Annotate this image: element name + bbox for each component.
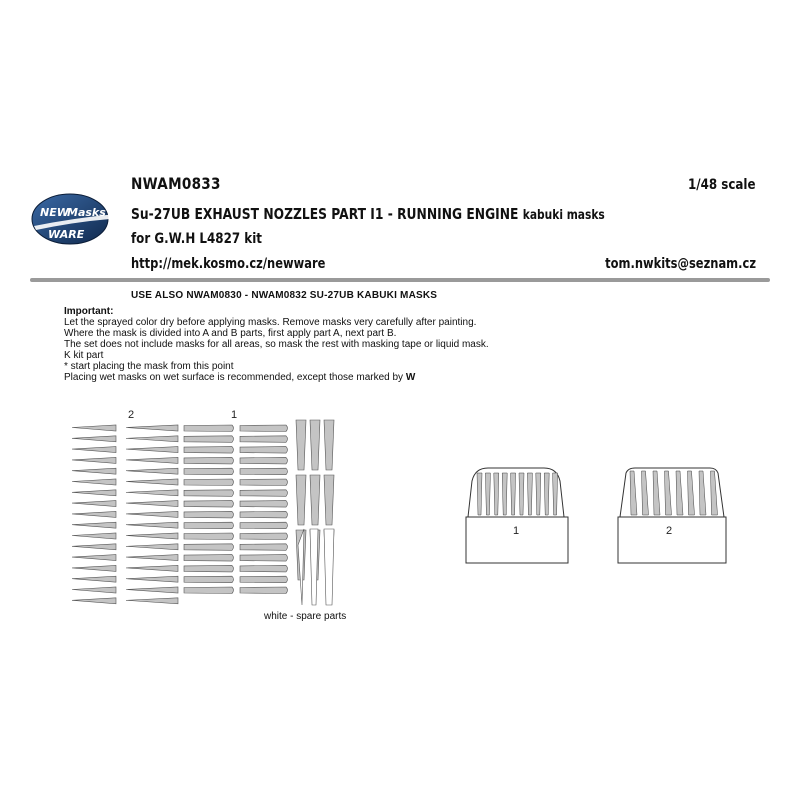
- website-link[interactable]: http://mek.kosmo.cz/newware: [131, 256, 326, 272]
- new-ware-logo: [30, 192, 118, 246]
- header-divider: [30, 278, 770, 282]
- mask-strip-taper: [72, 533, 116, 539]
- mask-strip-taper: [72, 522, 116, 528]
- spare-mask-piece: [324, 529, 334, 605]
- mask-strip-bar: [240, 479, 288, 486]
- nozzle-diagrams: [450, 455, 740, 575]
- mask-strip-taper: [126, 425, 178, 431]
- logo-text-masks: Masks: [67, 206, 106, 219]
- instruction-line: Let the sprayed color dry before applying masks. Remove masks very carefully after painting.: [64, 317, 477, 328]
- mask-vertical-strips: [296, 420, 334, 605]
- instruction-line: The set does not include masks for all areas, so mask the rest with masking tape or liquid mask.: [64, 339, 489, 350]
- mask-strip-vertical: [310, 475, 320, 525]
- mask-strip-taper: [72, 555, 116, 561]
- mask-strip-bar: [184, 425, 234, 432]
- mask-strip-bar: [240, 447, 288, 454]
- instructions-block: [64, 306, 489, 383]
- also-use-note: USE ALSO NWAM0830 - NWAM0832 SU-27UB KABUKI MASKS: [131, 290, 438, 301]
- instruction-line: Where the mask is divided into A and B parts, first apply part A, next part B.: [64, 328, 397, 339]
- nozzle-petal: [485, 473, 490, 515]
- mask-strip-bar: [240, 490, 288, 497]
- mask-strip-vertical: [324, 475, 334, 525]
- nozzle-petal: [511, 473, 516, 515]
- nozzle-petal: [502, 473, 507, 515]
- mask-strip-taper: [126, 587, 178, 593]
- scale-label: 1/48 scale: [688, 177, 756, 193]
- mask-strip-taper: [126, 598, 178, 604]
- logo-text-ware: WARE: [48, 228, 85, 241]
- mask-strip-taper: [126, 576, 178, 582]
- mask-strip-bar: [184, 468, 234, 475]
- mask-strip-bar: [184, 533, 234, 540]
- instruction-wet-text: Placing wet masks on wet surface is recommended, except those marked by: [64, 372, 404, 383]
- mask-strip-bar: [240, 522, 288, 529]
- mask-strip-bar: [184, 490, 234, 497]
- mask-strip-bar: [184, 522, 234, 529]
- spare-mask-piece: [310, 529, 318, 605]
- nozzle-diagram-2: [618, 468, 726, 563]
- mask-strip-taper: [126, 511, 178, 517]
- mask-strip-bar: [240, 511, 288, 518]
- nozzle-label-2: 2: [666, 525, 673, 537]
- mask-strip-taper: [72, 511, 116, 517]
- instructions-heading: Important:: [64, 306, 114, 317]
- mask-strip-taper: [126, 457, 178, 463]
- mask-strip-taper: [126, 555, 178, 561]
- nozzle-petal: [519, 473, 524, 515]
- wet-mark-icon: W: [405, 372, 416, 383]
- mask-strip-taper: [126, 533, 178, 539]
- title-tail: kabuki masks: [522, 208, 605, 223]
- mask-strip-bar: [184, 555, 234, 562]
- mask-strip-bar: [184, 576, 234, 583]
- mask-sheet: [60, 405, 350, 615]
- nozzle-petal: [494, 473, 499, 515]
- mask-strip-taper: [72, 501, 116, 507]
- kit-subtitle: for G.W.H L4827 kit: [131, 231, 262, 247]
- mask-strip-taper: [72, 490, 116, 496]
- mask-strip-bar: [240, 576, 288, 583]
- mask-strip-taper: [72, 436, 116, 442]
- mask-strip-bar: [240, 468, 288, 475]
- mask-strip-bar: [240, 533, 288, 540]
- mask-strip-bar: [240, 457, 288, 464]
- mask-strip-bar: [240, 425, 288, 432]
- mask-rows: [72, 425, 288, 604]
- mask-strip-taper: [126, 447, 178, 453]
- mask-strip-taper: [126, 479, 178, 485]
- mask-strip-taper: [126, 522, 178, 528]
- spare-parts-note: white - spare parts: [264, 611, 347, 622]
- mask-strip-bar: [184, 565, 234, 572]
- mask-strip-taper: [126, 436, 178, 442]
- nozzle-petal: [544, 473, 549, 515]
- nozzle-petal: [553, 473, 558, 515]
- mask-strip-bar: [184, 457, 234, 464]
- nozzle-petal: [527, 473, 532, 515]
- product-code: NWAM0833: [131, 174, 221, 193]
- mask-strip-vertical: [296, 475, 306, 525]
- mask-strip-taper: [126, 468, 178, 474]
- title-main: Su-27UB EXHAUST NOZZLES PART I1 - RUNNING ENGINE: [131, 205, 519, 223]
- mask-strip-taper: [72, 544, 116, 550]
- mask-strip-bar: [240, 587, 288, 594]
- product-title: [131, 205, 605, 223]
- mask-strip-bar: [184, 511, 234, 518]
- group-label-2: 2: [128, 409, 135, 421]
- email-link[interactable]: tom.nwkits@seznam.cz: [605, 256, 756, 272]
- mask-strip-taper: [72, 468, 116, 474]
- instruction-line: [64, 372, 489, 383]
- mask-strip-taper: [72, 576, 116, 582]
- mask-strip-taper: [72, 587, 116, 593]
- mask-strip-taper: [72, 598, 116, 604]
- mask-strip-bar: [184, 479, 234, 486]
- mask-strip-bar: [184, 447, 234, 454]
- mask-strip-taper: [126, 490, 178, 496]
- mask-strip-vertical: [310, 420, 320, 470]
- mask-strip-taper: [72, 447, 116, 453]
- mask-strip-taper: [126, 501, 178, 507]
- mask-strip-taper: [72, 425, 116, 431]
- nozzle-label-1: 1: [513, 525, 520, 537]
- mask-strip-taper: [72, 479, 116, 485]
- mask-strip-bar: [184, 436, 234, 443]
- mask-strip-vertical: [296, 420, 306, 470]
- mask-strip-bar: [240, 555, 288, 562]
- mask-strip-bar: [184, 544, 234, 551]
- mask-strip-bar: [240, 544, 288, 551]
- mask-strip-taper: [72, 457, 116, 463]
- nozzle-diagram-1: [466, 468, 568, 563]
- nozzle-petal: [536, 473, 541, 515]
- mask-strip-bar: [184, 587, 234, 594]
- mask-strip-bar: [240, 565, 288, 572]
- instruction-line: * start placing the mask from this point: [64, 361, 234, 372]
- mask-strip-bar: [184, 501, 234, 508]
- group-label-1: 1: [231, 409, 238, 421]
- instruction-line: K kit part: [64, 350, 104, 361]
- mask-strip-bar: [240, 436, 288, 443]
- logo-text-new: NEW: [40, 206, 69, 219]
- mask-strip-taper: [72, 565, 116, 571]
- mask-strip-vertical: [324, 420, 334, 470]
- mask-strip-bar: [240, 501, 288, 508]
- mask-strip-taper: [126, 544, 178, 550]
- nozzle-petal: [477, 473, 482, 515]
- mask-strip-taper: [126, 565, 178, 571]
